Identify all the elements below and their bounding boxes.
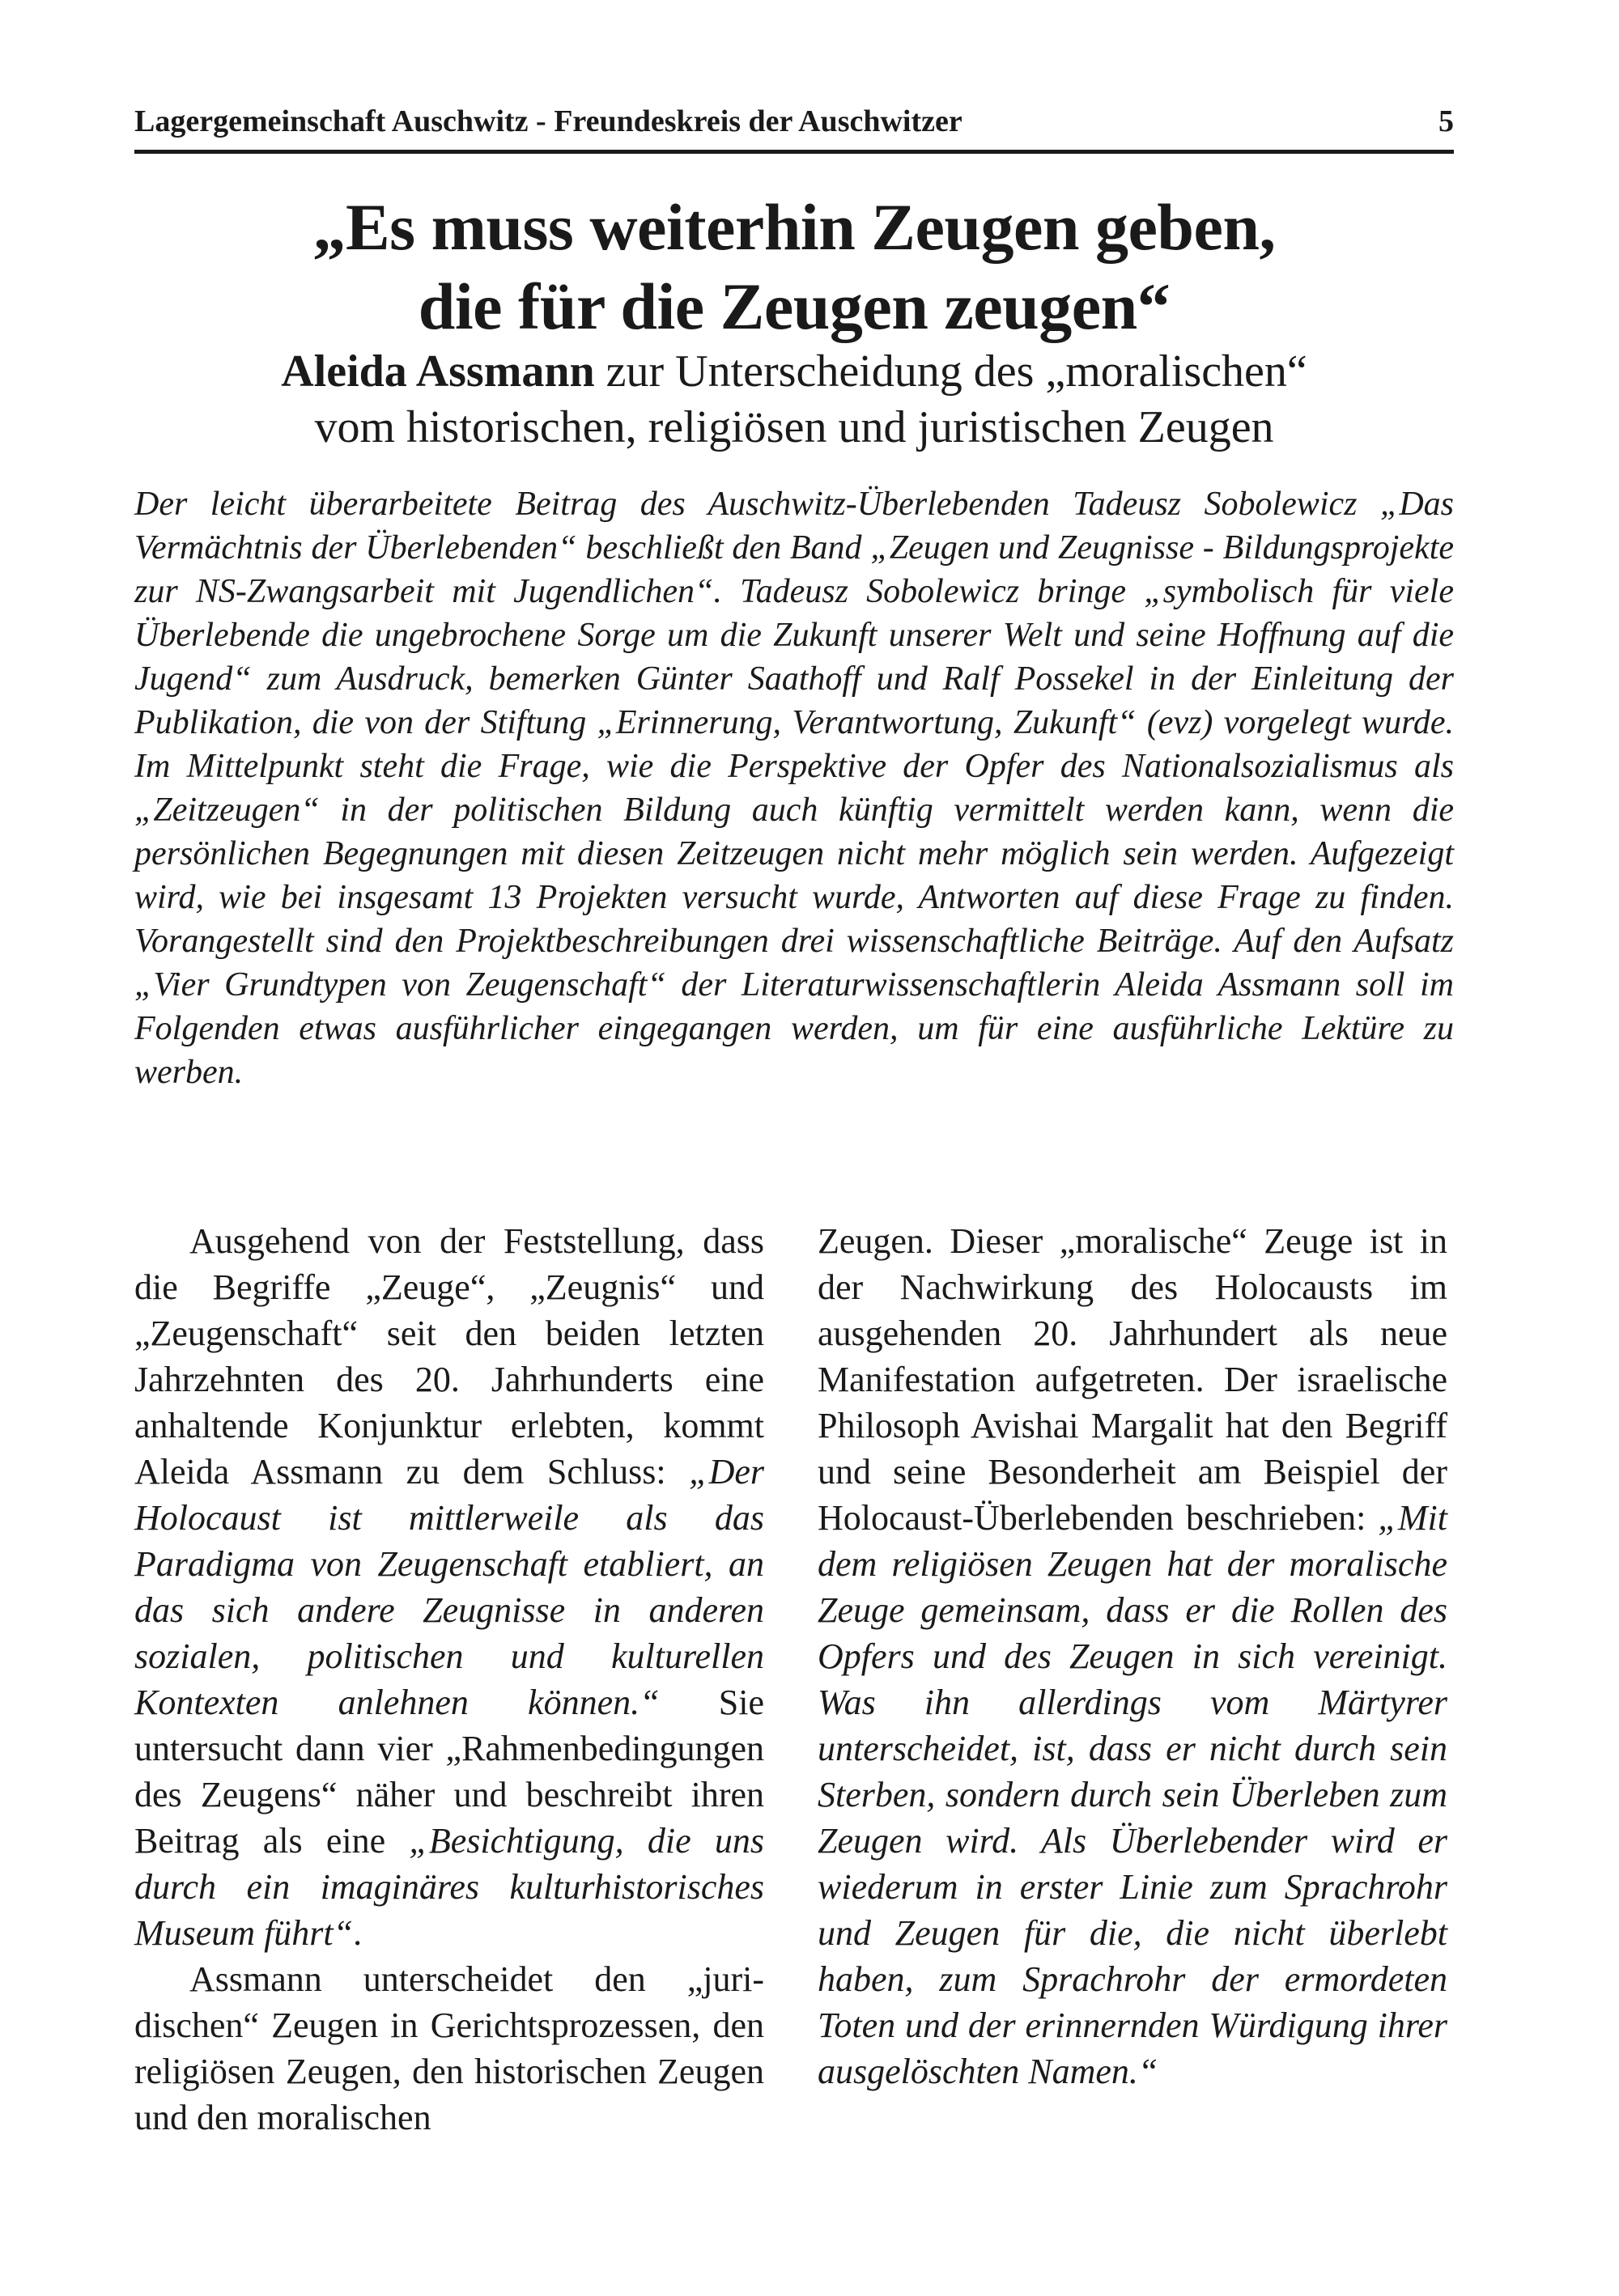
- title-line-1: „Es muss weiterhin Zeugen geben,: [312, 190, 1276, 264]
- intro-paragraph: Der leicht überarbeitete Beitrag des Auschwitz-Überlebenden Tadeusz Sobolewicz „Das Vermächtnis der Überlebenden“ beschließt den Band „Zeugen und Zeugnisse - Bildungsprojekte zur NS-Zwangsarbeit mit Jugendlichen“. Tadeusz Sobolewicz bringe „symbolisch für viele Überlebende die ungebrochene Sorge um die Zukunft unserer Welt und seine Hoffnung auf die Jugend“ zum Ausdruck, bemerken Günter Saathoff und Ralf Possekel in der Einleitung der Publikation, die von der Stiftung „Erinnerung, Verantwortung, Zukunft“ (evz) vorgelegt wurde. Im Mittelpunkt steht die Frage, wie die Perspektive der Opfer des Nationalsozialismus als „Zeitzeugen“ in der politischen Bildung auch künftig vermittelt werden kann, wenn die persönlichen Begegnungen mit diesen Zeitzeugen nicht mehr möglich sein werden. Aufgezeigt wird, wie bei insgesamt 13 Projekten versucht wurde, Antworten auf diese Frage zu finden. Vorangestellt sind den Projektbeschreibungen drei wissenschaftliche Beiträge. Auf den Aufsatz „Vier Grundtypen von Zeugenschaft“ der Literaturwissenschaftlerin Aleida Assmann soll im Folgenden etwas ausführlicher eingegangen werden, um für eine ausführliche Lektüre zu werben.: [134, 486, 1454, 1091]
- title-line-2: die für die Zeugen zeugen“: [418, 269, 1171, 343]
- body-text: Ausgehend von der Feststellung, dass die Begriffe „Zeuge“, „Zeugnis“ und „Zeugenschaft“ seit den beiden letzten Jahrzehnten des 20. Jahrhunderts eine anhaltende Konjunktur erlebten, kommt Aleida Assmann zu dem Schluss:: [134, 1221, 764, 1492]
- article-title: [134, 188, 1454, 346]
- subtitle-line-2: vom historischen, religiösen und juristischen Zeugen: [314, 402, 1274, 452]
- body-paragraph: [134, 1218, 764, 1956]
- page-number: 5: [1438, 104, 1454, 138]
- quote: „Besichtigung, die uns durch ein imaginäres kulturhistorisches Museum führt“: [134, 1821, 764, 1953]
- quote: „Der Holocaust ist mittlerweile als das Paradigma von Zeugenschaft etabliert, an das sich andere Zeugnisse in anderen sozialen, politischen und kulturellen Kontexten anlehnen können.“: [134, 1452, 764, 1722]
- body-paragraph: Assmann unterscheidet den „juridischen“ Zeugen in Gerichtsprozessen, den religiösen Zeugen, den historischen Zeugen und den moralischen: [134, 1959, 764, 2137]
- body-text: Sie untersucht dann vier „Rahmenbedingungen des Zeugens“ näher und beschreibt ihren Beitrag als eine: [134, 1683, 764, 1861]
- running-header: [134, 104, 1454, 139]
- body-column-right: [818, 1218, 1447, 2094]
- body-column-left: [134, 1218, 764, 2141]
- body-text: .: [353, 1913, 363, 1953]
- header-rule: [134, 150, 1454, 154]
- subtitle-line-1: [134, 344, 1454, 400]
- body-text: Zeugen. Dieser „moralische“ Zeuge ist in der Nachwirkung des Holocausts im ausgehenden 20. Jahrhundert als neue Manifestation aufgetreten. Der israelische Philosoph Avishai Margalit hat den Begriff und seine Besonderheit am Beispiel der Holocaust-Überlebenden beschrieben:: [818, 1221, 1447, 1538]
- quote: „Mit dem religiösen Zeugen hat der moralische Zeuge gemeinsam, dass er die Rollen des Opfers und des Zeugen in sich vereinigt. Was ihn allerdings vom Märtyrer unterscheidet, ist, dass er nicht durch sein Sterben, sondern durch sein Überleben zum Zeugen wird. Als Überlebender wird er wiederum in erster Linie zum Sprachrohr und Zeugen für die, die nicht überlebt haben, zum Sprachrohr der ermordeten Toten und der erinnernden Würdigung ihrer ausgelöschten Namen.“: [818, 1498, 1447, 2091]
- publication-name: Lagergemeinschaft Auschwitz - Freundeskreis der Auschwitzer: [134, 104, 962, 138]
- article-subtitle: [134, 344, 1454, 456]
- subtitle-author: Aleida Assmann: [281, 346, 595, 397]
- subtitle-text: zur Unterscheidung des „moralischen“: [594, 346, 1307, 397]
- body-paragraph: [818, 1218, 1447, 2094]
